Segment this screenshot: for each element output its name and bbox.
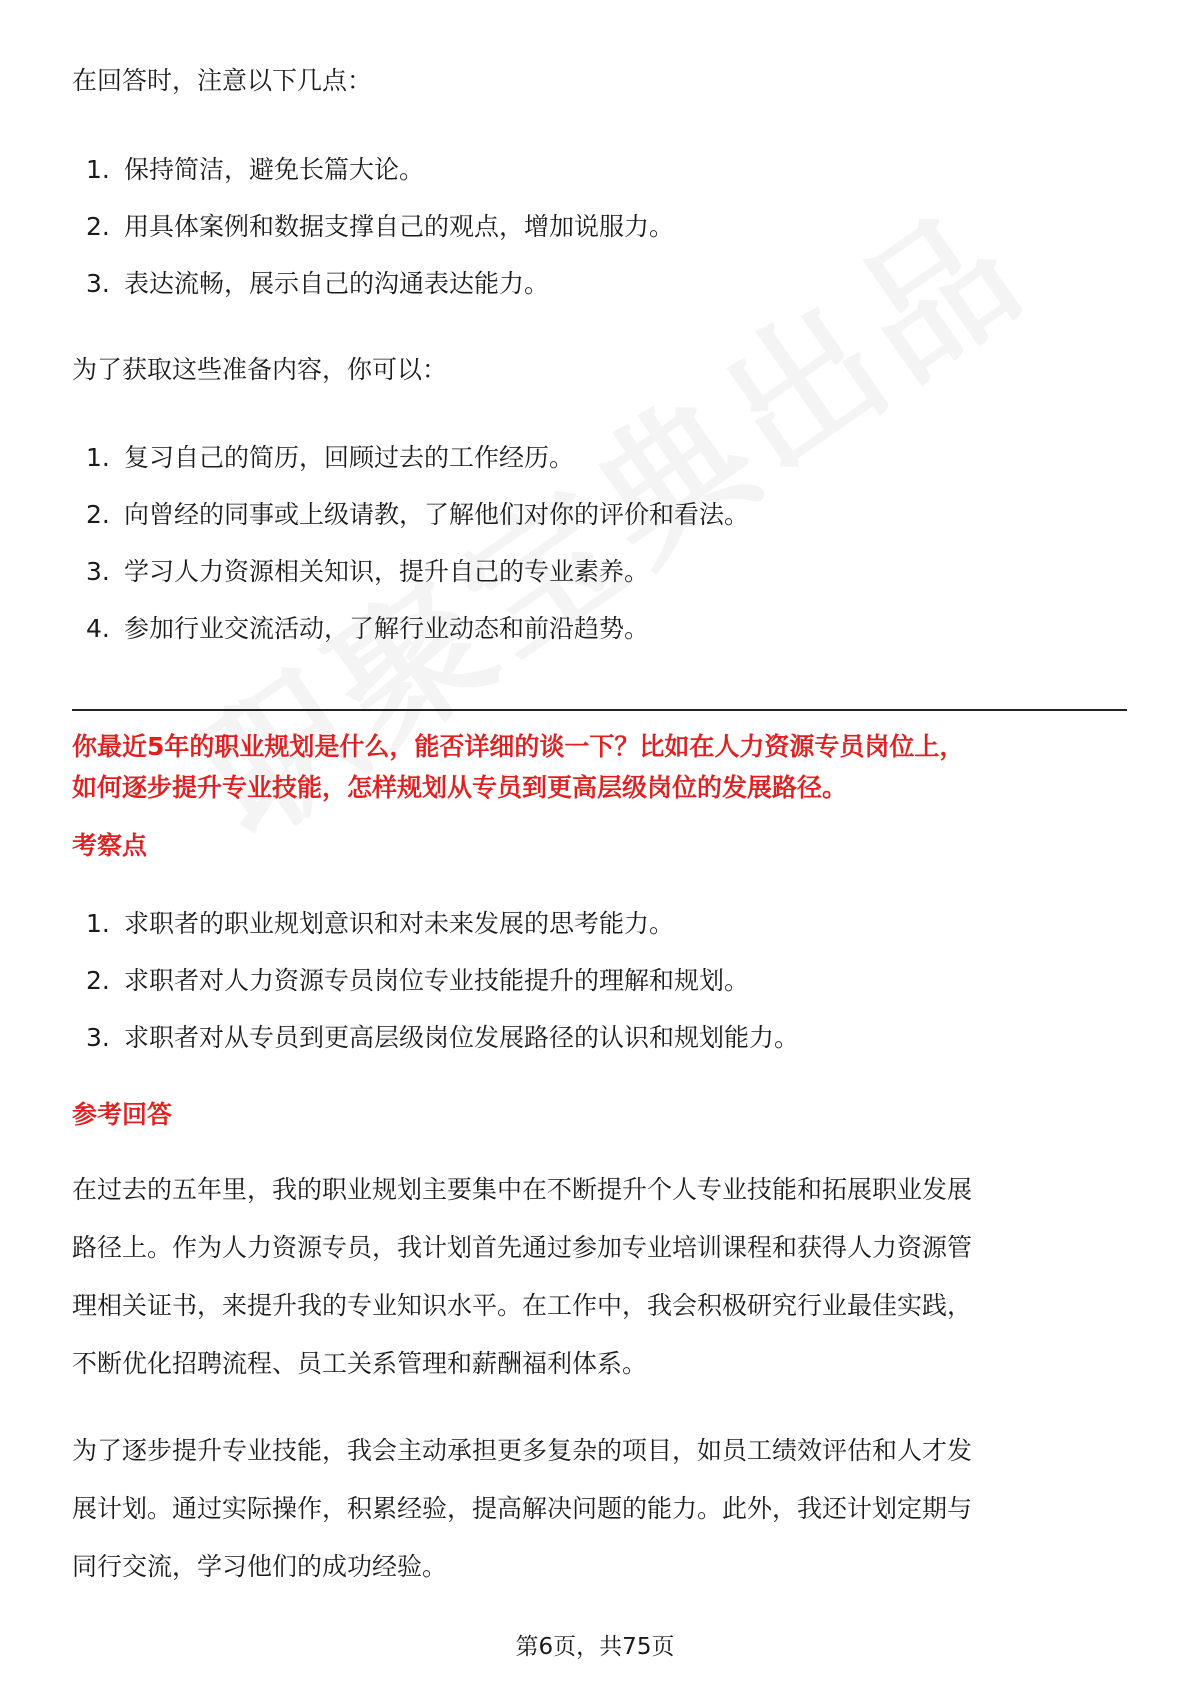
- list-item: [86, 264, 549, 304]
- list-text: 求职者对从专员到更高层级岗位发展路径的认识和规划能力。: [124, 1023, 800, 1052]
- list-text: 学习人力资源相关知识，提升自己的专业素养。: [124, 557, 650, 586]
- list-text: 用具体案例和数据支撑自己的观点，增加说服力。: [124, 212, 675, 241]
- question-line: 你最近5年的职业规划是什么，能否详细的谈一下？比如在人力资源专员岗位上，: [72, 732, 965, 761]
- question-line: 如何逐步提升专业技能，怎样规划从专员到更高层级岗位的发展路径。: [72, 773, 848, 802]
- answer-paragraph-1: [72, 1161, 1127, 1393]
- focus-heading: 考察点: [72, 831, 148, 860]
- list-number: 2.: [86, 500, 110, 529]
- list-number: 1.: [86, 443, 110, 472]
- list-number: 3.: [86, 1023, 110, 1052]
- list-text: 复习自己的简历，回顾过去的工作经历。: [124, 443, 575, 472]
- paragraph-line: 路径上。作为人力资源专员，我计划首先通过参加专业培训课程和获得人力资源管: [72, 1233, 973, 1262]
- list-item: [86, 150, 424, 190]
- paragraph-line: 理相关证书，来提升我的专业知识水平。在工作中，我会积极研究行业最佳实践，: [72, 1291, 973, 1320]
- list-item: [86, 1018, 799, 1058]
- section-divider: [72, 709, 1127, 711]
- list-item: [86, 961, 749, 1001]
- answer-paragraph-2: [72, 1422, 1127, 1596]
- intro-paragraph-1: 在回答时，注意以下几点：: [72, 66, 373, 95]
- list-number: 3.: [86, 269, 110, 298]
- list-number: 2.: [86, 212, 110, 241]
- list-number: 1.: [86, 155, 110, 184]
- paragraph-line: 不断优化招聘流程、员工关系管理和薪酬福利体系。: [72, 1349, 648, 1378]
- list-text: 求职者的职业规划意识和对未来发展的思考能力。: [124, 909, 675, 938]
- list-number: 1.: [86, 909, 110, 938]
- paragraph-line: 同行交流，学习他们的成功经验。: [72, 1552, 448, 1581]
- paragraph-line: 在过去的五年里，我的职业规划主要集中在不断提升个人专业技能和拓展职业发展: [72, 1175, 973, 1204]
- list-number: 3.: [86, 557, 110, 586]
- list-item: [86, 904, 674, 944]
- list-item: [86, 207, 674, 247]
- list-text: 表达流畅，展示自己的沟通表达能力。: [124, 269, 550, 298]
- list-item: [86, 552, 649, 592]
- list-item: [86, 438, 574, 478]
- list-text: 参加行业交流活动，了解行业动态和前沿趋势。: [124, 614, 650, 643]
- list-text: 求职者对人力资源专员岗位专业技能提升的理解和规划。: [124, 966, 750, 995]
- list-number: 2.: [86, 966, 110, 995]
- interview-question: [72, 726, 964, 808]
- paragraph-line: 为了逐步提升专业技能，我会主动承担更多复杂的项目，如员工绩效评估和人才发: [72, 1436, 973, 1465]
- page-number: 第6页，共75页: [515, 1634, 675, 1660]
- list-text: 保持简洁，避免长篇大论。: [124, 155, 425, 184]
- list-item: [86, 495, 749, 535]
- answer-heading: 参考回答: [72, 1100, 173, 1129]
- list-number: 4.: [86, 614, 110, 643]
- list-item: [86, 609, 649, 649]
- list-text: 向曾经的同事或上级请教，了解他们对你的评价和看法。: [124, 500, 750, 529]
- intro-paragraph-2: 为了获取这些准备内容，你可以：: [72, 355, 448, 384]
- paragraph-line: 展计划。通过实际操作，积累经验，提高解决问题的能力。此外，我还计划定期与: [72, 1494, 973, 1523]
